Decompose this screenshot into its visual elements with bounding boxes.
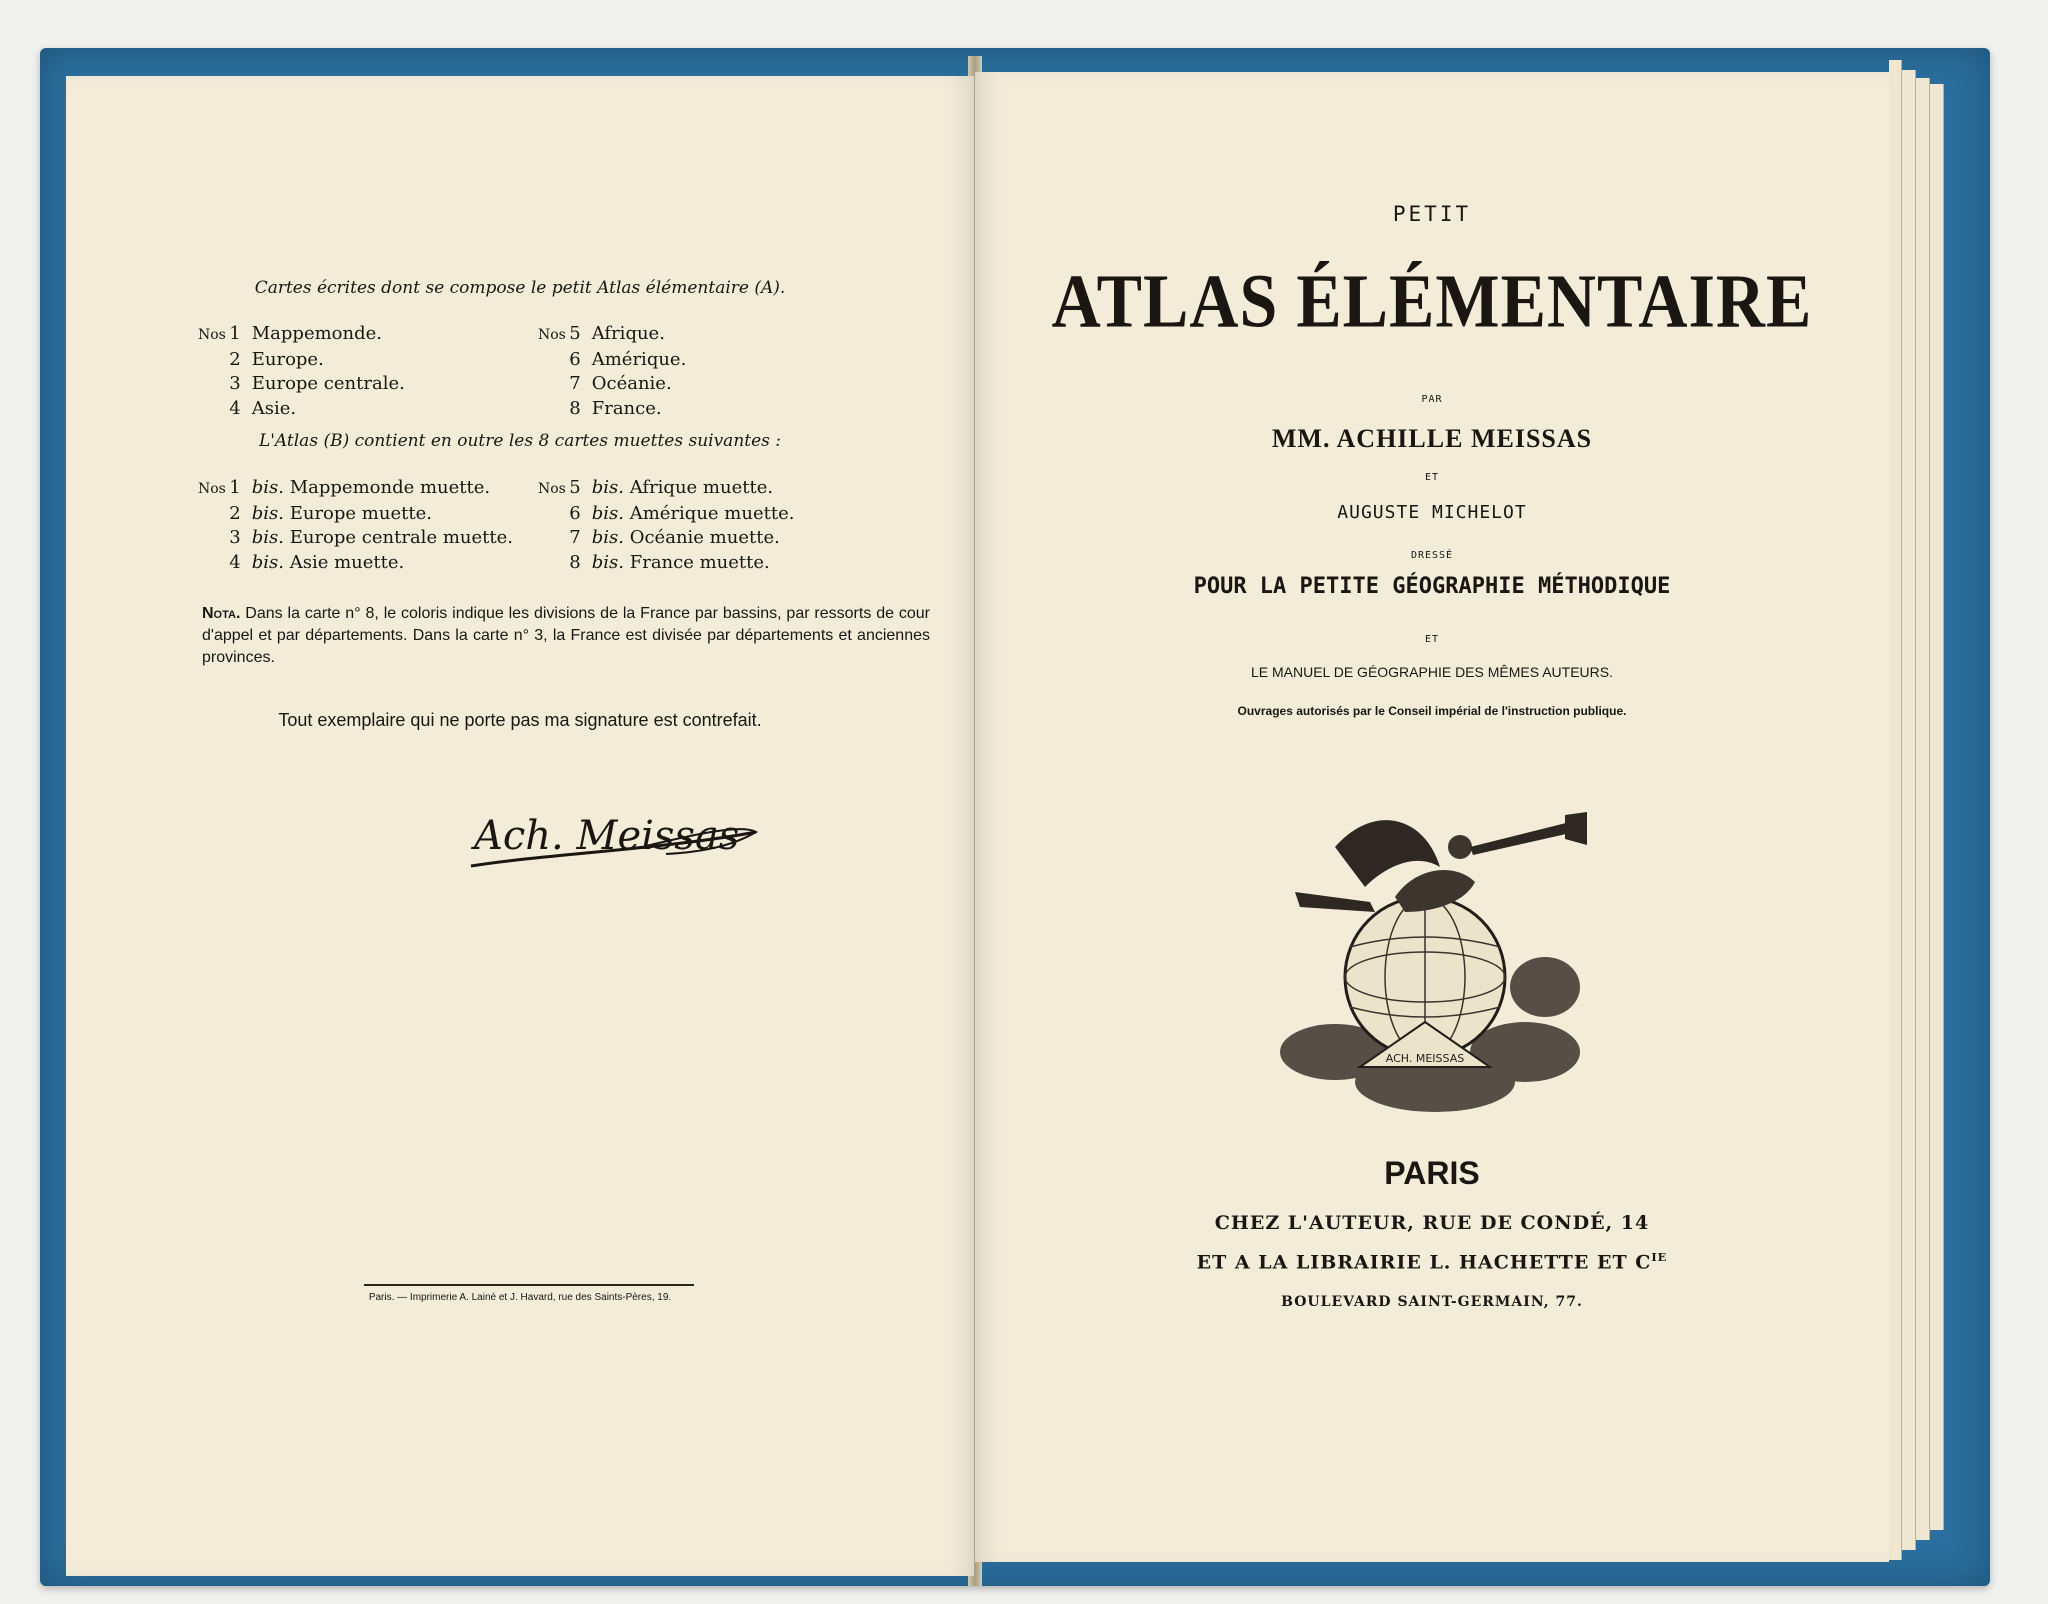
list-item-number: 6 <box>569 502 581 524</box>
list-item-bis: bis. <box>251 551 284 573</box>
angel-globe-icon <box>1275 807 1605 1127</box>
list-item-number: 4 <box>229 551 241 573</box>
list-item-number: 8 <box>569 397 581 419</box>
list-item-label: Europe. <box>251 348 324 370</box>
list-item-label: Afrique. <box>591 323 665 344</box>
list-item <box>198 397 405 422</box>
list-item-label: Océanie muette. <box>629 527 780 548</box>
list-item-bis: bis. <box>251 477 284 498</box>
list-item-number: 3 <box>229 373 241 394</box>
list-item-bis: bis. <box>591 477 624 498</box>
list-item <box>198 551 513 576</box>
imprint-rule <box>364 1284 694 1286</box>
list-item-label: Europe muette. <box>289 502 432 524</box>
list-item-bis: bis. <box>591 527 624 548</box>
list-a-intro: Cartes écrites dont se compose le petit Atlas élémentaire (A). <box>254 278 786 298</box>
list-item-label: Europe centrale. <box>251 373 405 394</box>
list-item <box>538 526 794 551</box>
page-title: ATLAS ÉLÉMENTAIRE <box>1051 258 1813 344</box>
list-item-label: France. <box>591 397 662 419</box>
list-item <box>198 502 513 527</box>
address-line-3: BOULEVARD SAINT-GERMAIN, 77. <box>1281 1294 1583 1310</box>
title-small: PETIT <box>1392 202 1472 226</box>
address-line-2-main: ET A LA LIBRAIRIE L. HACHETTE ET C <box>1196 1251 1652 1274</box>
list-item-number: 1 <box>229 477 241 498</box>
list-item-label: Amérique. <box>591 348 687 370</box>
page-edge <box>1929 84 1944 1530</box>
subtitle-manuel: LE MANUEL DE GÉOGRAPHIE DES MÊMES AUTEURS. <box>1250 664 1613 680</box>
list-item <box>198 348 405 373</box>
list-b-right <box>538 476 794 575</box>
list-item-number: 2 <box>229 348 241 370</box>
list-item-prefix: Nos <box>538 327 566 343</box>
address-line-2-sup: IE <box>1651 1250 1668 1264</box>
list-item-label: Océanie. <box>591 373 672 394</box>
list-item-number: 7 <box>569 527 581 548</box>
vignette-angel-globe <box>1275 807 1605 1131</box>
right-page <box>975 72 1889 1562</box>
list-item-label: Mappemonde muette. <box>289 477 491 498</box>
list-item-number: 6 <box>569 348 581 370</box>
list-b-intro: L'Atlas (B) contient en outre les 8 cartes muettes suivantes : <box>258 431 782 451</box>
page-edge <box>1901 70 1916 1550</box>
nota-label: Nota. <box>202 605 241 622</box>
address-line-2 <box>975 1250 1889 1273</box>
authorization-note: Ouvrages autorisés par le Conseil impérial de l'instruction publique. <box>1237 704 1627 718</box>
signature-notice: Tout exemplaire qui ne porte pas ma signature est contrefait. <box>278 710 762 730</box>
list-item-label: Mappemonde. <box>251 323 382 344</box>
list-item <box>538 551 794 576</box>
list-item-number: 1 <box>229 323 241 344</box>
list-item-number: 7 <box>569 373 581 394</box>
list-item-label: France muette. <box>629 551 770 573</box>
author-1: MM. ACHILLE MEISSAS <box>1271 424 1593 453</box>
list-item-number: 4 <box>229 397 241 419</box>
list-item-label: Europe centrale muette. <box>289 527 513 548</box>
dresse-label: DRESSÉ <box>1410 550 1454 561</box>
list-item-bis: bis. <box>251 527 284 548</box>
list-item-prefix: Nos <box>538 481 566 497</box>
list-item <box>538 502 794 527</box>
list-item-label: Asie muette. <box>289 551 405 573</box>
list-item-label: Asie. <box>251 397 297 419</box>
subtitle-pour: POUR LA PETITE GÉOGRAPHIE MÉTHODIQUE <box>1193 574 1671 599</box>
imprint: Paris. — Imprimerie A. Lainé et J. Havard, rue des Saints-Pères, 19. <box>368 1292 672 1303</box>
left-page <box>66 76 974 1576</box>
list-item <box>538 348 686 373</box>
list-item-bis: bis. <box>251 502 284 524</box>
vignette-text: ACH. MEISSAS <box>1385 1052 1465 1065</box>
signature-text: Ach. Meissas <box>474 813 740 859</box>
city: PARIS <box>1384 1155 1480 1191</box>
list-item-number: 2 <box>229 502 241 524</box>
page-edge <box>1889 60 1902 1560</box>
par-label: PAR <box>1421 394 1443 405</box>
list-item-prefix: Nos <box>198 327 226 343</box>
address-line-1: CHEZ L'AUTEUR, RUE DE CONDÉ, 14 <box>1214 1212 1650 1234</box>
list-item-prefix: Nos <box>198 481 226 497</box>
list-item <box>198 526 513 551</box>
et-label-2: ET <box>1424 634 1440 645</box>
list-item-number: 5 <box>569 323 581 344</box>
list-item-number: 5 <box>569 477 581 498</box>
list-item-number: 8 <box>569 551 581 573</box>
list-item-label: Amérique muette. <box>629 502 795 524</box>
list-item <box>538 322 686 348</box>
page-edge <box>1915 78 1930 1540</box>
list-a-right <box>538 322 686 421</box>
list-item-bis: bis. <box>591 502 624 524</box>
list-item <box>538 397 686 422</box>
signature <box>466 794 766 888</box>
author-2: AUGUSTE MICHELOT <box>1337 502 1527 523</box>
list-item <box>198 476 513 502</box>
list-b-left <box>198 476 513 575</box>
list-item <box>198 372 405 397</box>
list-item-number: 3 <box>229 527 241 548</box>
list-item <box>538 372 686 397</box>
list-a-left <box>198 322 405 421</box>
et-label-1: ET <box>1424 472 1440 483</box>
list-item <box>538 476 794 502</box>
nota-paragraph <box>202 603 930 669</box>
list-item-label: Afrique muette. <box>629 477 774 498</box>
nota-text: Dans la carte n° 8, le coloris indique les divisions de la France par bassins, par ressorts de cour d'appel et par départements. Dans la carte n° 3, la France est divisée par départements et anciennes provinces. <box>202 605 930 666</box>
list-item <box>198 322 405 348</box>
signature-icon <box>466 794 766 884</box>
list-item-bis: bis. <box>591 551 624 573</box>
